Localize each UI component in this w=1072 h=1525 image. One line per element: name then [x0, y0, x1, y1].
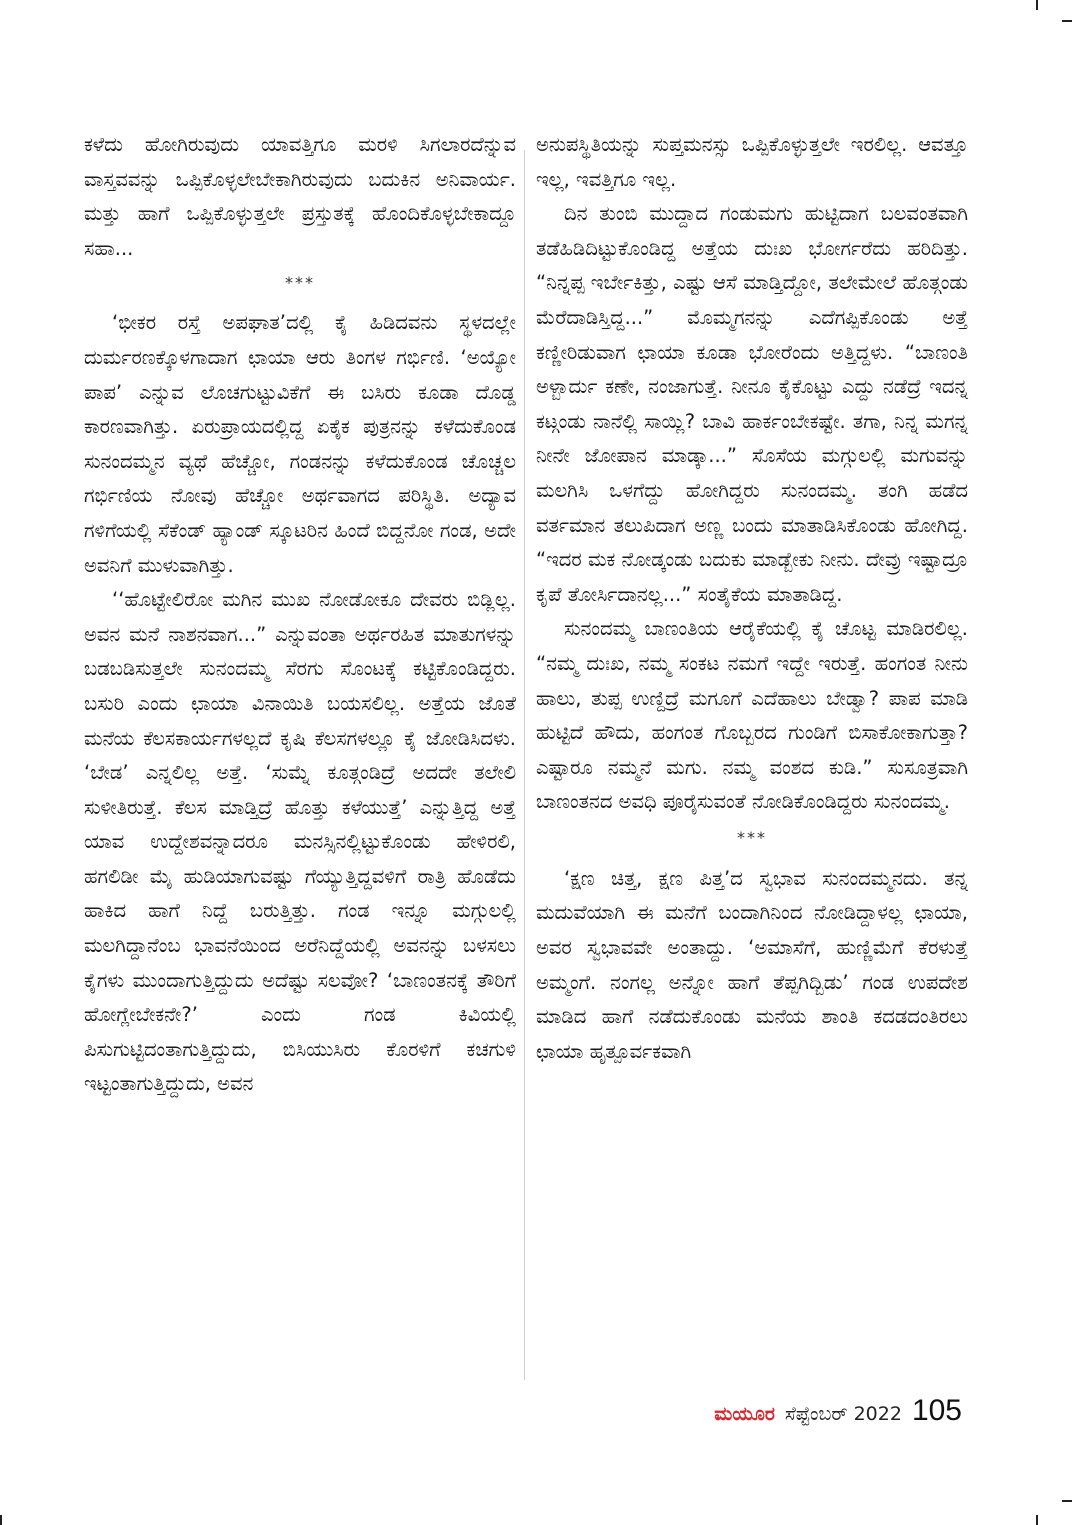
section-separator: *** — [737, 827, 767, 847]
paragraph: ‘ಕ್ಷಣ ಚಿತ್ತ, ಕ್ಷಣ ಪಿತ್ತ’ದ ಸ್ವಭಾವ ಸುನಂದಮ್ಮನದು. ತನ್ನ ಮದುವೆಯಾಗಿ ಈ ಮನೆಗೆ ಬಂದಾಗಿನಿಂದ ನೋಡಿದ್ದಾಳಲ್ಲ ಛಾಯಾ, ಅವರ ಸ್ವಭಾವವೇ ಅಂತಾದ್ದು. ‘ಅಮಾಸೆಗೆ, ಹುಣ್ಣಿಮೆಗೆ ಕೆರಳುತ್ತೆ ಅಮ್ಮಂಗೆ. ನಂಗಲ್ಲ ಅನ್ನೋ ಹಾಗೆ ತೆಪ್ಪಗಿದ್ಬಿಡು’ ಗಂಡ ಉಪದೇಶ ಮಾಡಿದ ಹಾಗೆ ನಡೆದುಕೊಂಡು ಮನೆಯ ಶಾಂತಿ ಕದಡದಂತಿರಲು ಛಾಯಾ ಹೃತ್ಪೂರ್ವಕವಾಗಿ — [536, 866, 968, 1063]
crop-mark-bottom — [1036, 1515, 1038, 1525]
paragraph: ‘ಭೀಕರ ರಸ್ತೆ ಅಪಘಾತ’ದಲ್ಲಿ ಕೈ ಹಿಡಿದವನು ಸ್ಥಳದಲ್ಲೇ ದುರ್ಮರಣಕ್ಕೊಳಗಾದಾಗ ಛಾಯಾ ಆರು ತಿಂಗಳ ಗರ್ಭಿಣಿ. ‘ಅಯ್ಯೋ ಪಾಪ’ ಎನ್ನುವ ಲೊಚಗುಟ್ಟುವಿಕೆಗೆ ಈ ಬಸಿರು ಕೂಡಾ ದೊಡ್ಡ ಕಾರಣವಾಗಿತ್ತು. ಏರುಪ್ರಾಯದಲ್ಲಿದ್ದ ಏಕೈಕ ಪುತ್ರನನ್ನು ಕಳೆದುಕೊಂಡ ಸುನಂದಮ್ಮನ ವ್ಯಥೆ ಹೆಚ್ಚೋ, ಗಂಡನನ್ನು ಕಳೆದುಕೊಂಡ ಚೊಚ್ಚಲ ಗರ್ಭಿಣಿಯ ನೋವು ಹೆಚ್ಚೋ ಅರ್ಥವಾಗದ ಪರಿಸ್ಥಿತಿ. ಅದ್ಯಾವ ಗಳಿಗೆಯಲ್ಲಿ ಸೆಕೆಂಡ್ ಹ್ಯಾಂಡ್ ಸ್ಕೂಟರಿನ ಹಿಂದೆ ಬಿದ್ದನೋ ಗಂಡ, ಅದೇ ಅವನಿಗೆ ಮುಳುವಾಗಿತ್ತು. — [84, 311, 516, 577]
column-divider — [524, 150, 525, 1380]
magazine-brand: ಮಯೂರ — [714, 1403, 775, 1425]
paragraph: ದಿನ ತುಂಬಿ ಮುದ್ದಾದ ಗಂಡುಮಗು ಹುಟ್ಟಿದಾಗ ಬಲವಂತವಾಗಿ ತಡೆಹಿಡಿದಿಟ್ಟುಕೊಂಡಿದ್ದ ಅತ್ತೆಯ ದುಃಖ ಭೋರ್ಗರೆದು ಹರಿದಿತ್ತು. “ನಿನ್ನಪ್ಪ ಇರ್ಬೇಕಿತ್ತು, ಎಷ್ಟು ಆಸೆ ಮಾಡ್ತಿದ್ದೋ, ತಲೇಮೇಲೆ ಹೊತ್ಗಂಡು ಮೆರೆದಾಡಿಸ್ತಿದ್ದ...” ಮೊಮ್ಮಗನನ್ನು ಎದೆಗಪ್ಪಿಕೊಂಡು ಅತ್ತೆ ಕಣ್ಣೀರಿಡುವಾಗ ಛಾಯಾ ಕೂಡಾ ಭೋರೆಂದು ಅತ್ತಿದ್ದಳು. “ಬಾಣಂತಿ ಅಳ್ಬಾರ್ದು ಕಣೇ, ನಂಜಾಗುತ್ತೆ. ನೀನೂ ಕೈಕೊಟ್ಟು ಎದ್ದು ನಡೆದ್ರೆ ಇದನ್ನ ಕಟ್ಗಂಡು ನಾನೆಲ್ಲಿ ಸಾಯ್ಲಿ? ಬಾವಿ ಹಾರ್ಕಂಬೇಕಷ್ಟೇ. ತಗಾ, ನಿನ್ನ ಮಗನ್ನ ನೀನೇ ಜೋಪಾನ ಮಾಡ್ಕಾ...” ಸೊಸೆಯ ಮಗ್ಗುಲಲ್ಲಿ ಮಗುವನ್ನು ಮಲಗಿಸಿ ಒಳಗೆದ್ದು ಹೋಗಿದ್ದರು ಸುನಂದಮ್ಮ. ತಂಗಿ ಹಡೆದ ವರ್ತಮಾನ ತಲುಪಿದಾಗ ಅಣ್ಣ ಬಂದು ಮಾತಾಡಿಸಿಕೊಂಡು ಹೋಗಿದ್ದ. “ಇದರ ಮಕ ನೋಡ್ಕಂಡು ಬದುಕು ಮಾಡ್ಬೇಕು ನೀನು. ದೇವ್ರು ಇಷ್ಟಾದ್ರೂ ಕೃಪೆ ತೋರ್ಸಿದಾನಲ್ಲ...” ಸಂತೈಕೆಯ ಮಾತಾಡಿದ್ದ. — [536, 202, 968, 606]
issue-date: ಸೆಪ್ಟೆಂಬರ್ 2022 — [784, 1403, 902, 1425]
crop-mark-right-top — [1062, 20, 1072, 22]
paragraph: ‘‘ಹೊಟ್ಟೇಲಿರೋ ಮಗಿನ ಮುಖ ನೋಡೋಕೂ ದೇವರು ಬಿಡ್ಲಿಲ್ಲ. ಅವನ ಮನೆ ನಾಶನವಾಗ...” ಎನ್ನುವಂತಾ ಅರ್ಥರಹಿತ ಮಾತುಗಳನ್ನು ಬಡಬಡಿಸುತ್ತಲೇ ಸುನಂದಮ್ಮ ಸೆರಗು ಸೊಂಟಕ್ಕೆ ಕಟ್ಟಿಕೊಂಡಿದ್ದರು. ಬಸುರಿ ಎಂದು ಛಾಯಾ ವಿನಾಯಿತಿ ಬಯಸಲಿಲ್ಲ. ಅತ್ತೆಯ ಜೊತೆ ಮನೆಯ ಕೆಲಸಕಾರ್ಯಗಳಲ್ಲದೆ ಕೃಷಿ ಕೆಲಸಗಳಲ್ಲೂ ಕೈ ಜೋಡಿಸಿದಳು. ‘ಬೇಡ’ ಎನ್ನಲಿಲ್ಲ ಅತ್ತೆ. ‘ಸುಮ್ನೆ ಕೂತ್ಗಂಡಿದ್ರೆ ಅದದೇ ತಲೇಲಿ ಸುಳೀತಿರುತ್ತೆ. ಕೆಲಸ ಮಾಡ್ತಿದ್ರೆ ಹೊತ್ತು ಕಳೆಯುತ್ತೆ’ ಎನ್ನುತ್ತಿದ್ದ ಅತ್ತೆ ಯಾವ ಉದ್ದೇಶವನ್ನಾದರೂ ಮನಸ್ಸಿನಲ್ಲಿಟ್ಟುಕೊಂಡು ಹೇಳಿರಲಿ, ಹಗಲಿಡೀ ಮೈ ಹುಡಿಯಾಗುವಷ್ಟು ಗೆಯ್ಯುತ್ತಿದ್ದವಳಿಗೆ ರಾತ್ರಿ ಹೊಡೆದು ಹಾಕಿದ ಹಾಗೆ ನಿದ್ದೆ ಬರುತ್ತಿತ್ತು. ಗಂಡ ಇನ್ನೂ ಮಗ್ಗುಲಲ್ಲಿ ಮಲಗಿದ್ದಾನೆಂಬ ಭಾವನೆಯಿಂದ ಅರೆನಿದ್ದೆಯಲ್ಲಿ ಅವನನ್ನು ಬಳಸಲು ಕೈಗಳು ಮುಂದಾಗುತ್ತಿದ್ದುದು ಅದೆಷ್ಟು ಸಲವೋ? ‘ಬಾಣಂತನಕ್ಕೆ ತೌರಿಗೆ ಹೋಗ್ಲೇಬೇಕನೇ?’ ಎಂದು ಗಂಡ ಕಿವಿಯಲ್ಲಿ ಪಿಸುಗುಟ್ಟಿದಂತಾಗುತ್ತಿದ್ದುದು, ಬಿಸಿಯುಸಿರು ಕೊರಳಿಗೆ ಕಚಗುಳಿ ಇಟ್ಟಂತಾಗುತ್ತಿದ್ದುದು, ಅವನ — [84, 588, 516, 1096]
crop-mark-right-bottom — [1062, 1500, 1072, 1502]
right-column — [536, 128, 968, 1069]
section-separator: *** — [285, 273, 315, 293]
crop-mark-top — [1036, 0, 1038, 10]
crop-mark-left-bottom — [0, 1515, 2, 1525]
paragraph: ಕಳೆದು ಹೋಗಿರುವುದು ಯಾವತ್ತಿಗೂ ಮರಳಿ ಸಿಗಲಾರದೆನ್ನುವ ವಾಸ್ತವವನ್ನು ಒಪ್ಪಿಕೊಳ್ಳಲೇಬೇಕಾಗಿರುವುದು ಬದುಕಿನ ಅನಿವಾರ್ಯ. ಮತ್ತು ಹಾಗೆ ಒಪ್ಪಿಕೊಳ್ಳುತ್ತಲೇ ಪ್ರಸ್ತುತಕ್ಕೆ ಹೊಂದಿಕೊಳ್ಳಬೇಕಾದ್ದೂ ಸಹಾ... — [84, 133, 516, 260]
paragraph: ಸುನಂದಮ್ಮ ಬಾಣಂತಿಯ ಆರೈಕೆಯಲ್ಲಿ ಕೈ ಚೊಟ್ಟ ಮಾಡಿರಲಿಲ್ಲ. “ನಮ್ಮ ದುಃಖ, ನಮ್ಮ ಸಂಕಟ ನಮಗೆ ಇದ್ದೇ ಇರುತ್ತೆ. ಹಂಗಂತ ನೀನು ಹಾಲು, ತುಪ್ಪ ಉಣ್ದಿದ್ರೆ ಮಗೂಗೆ ಎದೆಹಾಲು ಬೇಡ್ವಾ? ಪಾಪ ಮಾಡಿ ಹುಟ್ಟಿದೆ ಹೌದು, ಹಂಗಂತ ಗೊಬ್ಬರದ ಗುಂಡಿಗೆ ಬಿಸಾಕೋಕಾಗುತ್ತಾ? ಎಷ್ಟಾರೂ ನಮ್ಮನೆ ಮಗು. ನಮ್ಮ ವಂಶದ ಕುಡಿ.” ಸುಸೂತ್ರವಾಗಿ ಬಾಣಂತನದ ಅವಧಿ ಪೂರೈಸುವಂತೆ ನೋಡಿಕೊಂಡಿದ್ದರು ಸುನಂದಮ್ಮ. — [536, 617, 968, 814]
left-column — [84, 128, 516, 1102]
paragraph: ಅನುಪಸ್ಥಿತಿಯನ್ನು ಸುಪ್ತಮನಸ್ಸು ಒಪ್ಪಿಕೊಳ್ಳುತ್ತಲೇ ಇರಲಿಲ್ಲ. ಆವತ್ತೂ ಇಲ್ಲ, ಇವತ್ತಿಗೂ ಇಲ್ಲ. — [536, 133, 968, 191]
page-number: 105 — [911, 1394, 962, 1427]
page-footer — [714, 1394, 962, 1428]
